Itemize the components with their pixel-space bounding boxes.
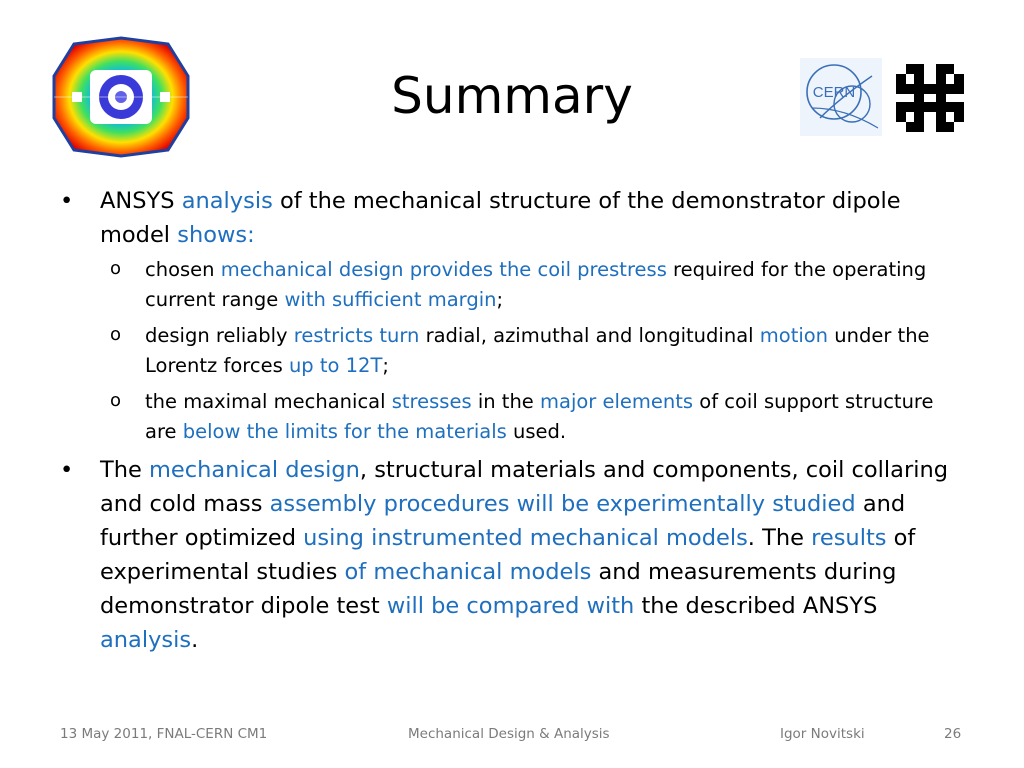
body-text: of the mechanical structure of the demonstrator dipole model	[100, 188, 901, 248]
body-text: and further optimized	[100, 491, 906, 551]
highlighted-text: analysis	[100, 627, 192, 653]
body-text: The	[100, 457, 149, 483]
footer-date-event: 13 May 2011, FNAL-CERN CM1	[60, 726, 268, 742]
body-text: , structural materials and components, coil collaring and cold mass	[100, 457, 949, 517]
body-text: ;	[382, 354, 389, 377]
highlighted-text: major elements	[540, 390, 694, 413]
body-text: of experimental studies	[100, 525, 916, 585]
footer-topic: Mechanical Design & Analysis	[408, 726, 610, 742]
body-text: the described ANSYS	[634, 593, 878, 619]
highlighted-text: of mechanical models	[344, 559, 592, 585]
sub-bullet-item	[60, 321, 970, 381]
summary-content	[60, 184, 970, 660]
bullet-item	[60, 453, 970, 657]
bullet-icon: •	[60, 457, 74, 483]
body-text: used.	[506, 420, 567, 443]
body-text: of coil support structure are	[145, 390, 934, 443]
body-text: under the Lorentz forces	[145, 324, 930, 377]
highlighted-text: mechanical design provides the coil prestress	[220, 258, 667, 281]
fermilab-logo	[892, 60, 968, 136]
sub-bullet-icon: o	[110, 258, 122, 279]
body-text: in the	[471, 390, 540, 413]
slide-title: Summary	[391, 67, 633, 125]
bullet-item	[60, 184, 970, 252]
highlighted-text: restricts turn	[293, 324, 420, 347]
cern-logo	[800, 58, 882, 136]
highlighted-text: stresses	[391, 390, 472, 413]
body-text: radial, azimuthal and longitudinal	[419, 324, 760, 347]
sub-bullet-icon: o	[110, 390, 122, 411]
highlighted-text: below the limits for the materials	[182, 420, 507, 443]
highlighted-text: results	[811, 525, 887, 551]
sub-bullet-item	[60, 387, 970, 447]
body-text: the maximal mechanical	[145, 390, 392, 413]
highlighted-text: using instrumented mechanical models	[303, 525, 748, 551]
highlighted-text: shows:	[177, 222, 255, 248]
bullet-icon: •	[60, 188, 74, 214]
sub-bullet-item	[60, 255, 970, 315]
highlighted-text: assembly procedures will be experimentally studied	[269, 491, 856, 517]
highlighted-text: up to 12T	[288, 354, 383, 377]
highlighted-text: mechanical design	[149, 457, 360, 483]
body-text: .	[191, 627, 199, 653]
body-text: ;	[496, 288, 504, 311]
body-text: required for the operating current range	[145, 258, 927, 311]
body-text: . The	[747, 525, 812, 551]
body-text: ANSYS	[100, 188, 182, 214]
highlighted-text: will be compared with	[386, 593, 635, 619]
cern-logo-text: CERN	[812, 84, 856, 101]
highlighted-text: motion	[759, 324, 829, 347]
body-text: chosen	[145, 258, 221, 281]
body-text: design reliably	[145, 324, 294, 347]
sub-bullet-icon: o	[110, 324, 122, 345]
highlighted-text: analysis	[181, 188, 273, 214]
footer-author: Igor Novitski	[780, 726, 865, 742]
body-text: and measurements during demonstrator dipole test	[100, 559, 897, 619]
footer-page-number: 26	[944, 726, 962, 742]
highlighted-text: with sufficient margin	[284, 288, 497, 311]
